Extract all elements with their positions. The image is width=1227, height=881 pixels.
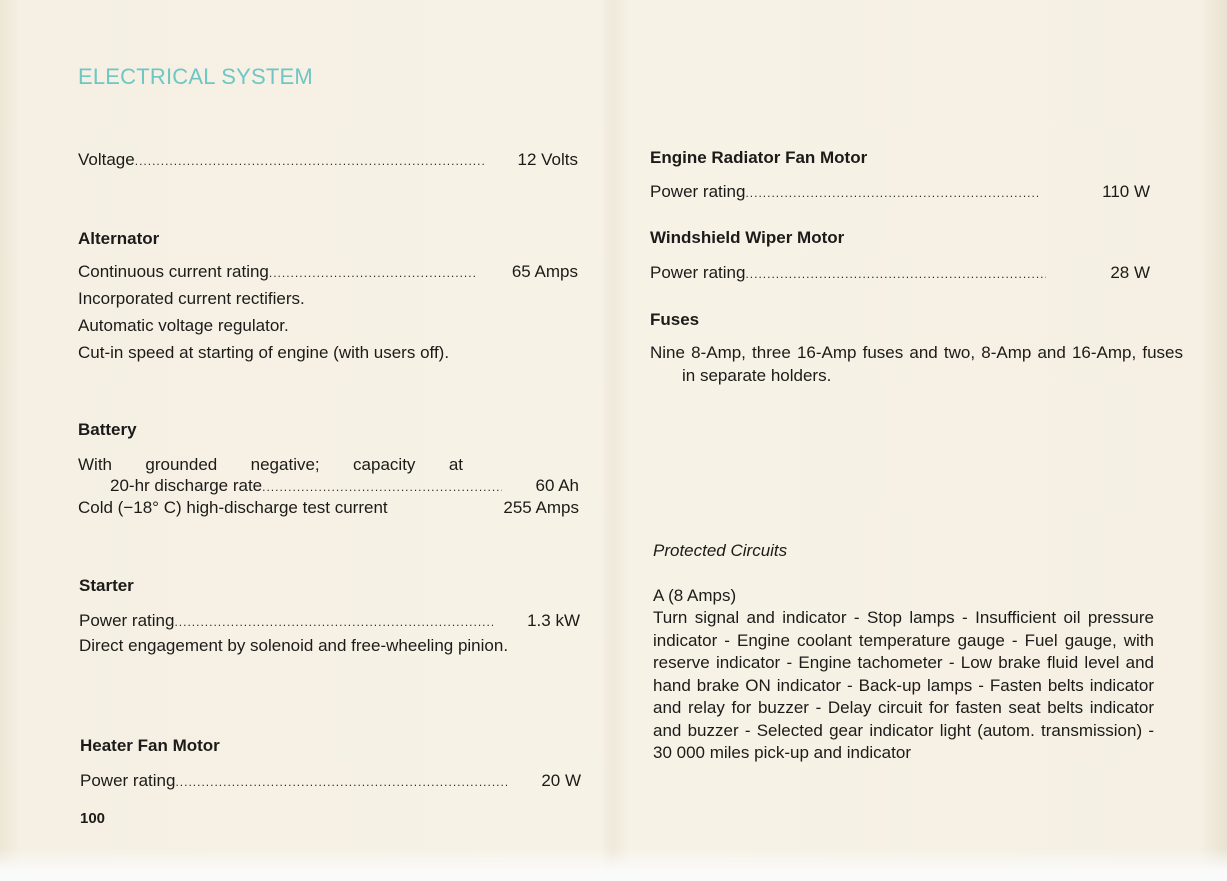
heater-heading: Heater Fan Motor: [80, 736, 220, 755]
heater-power-spec: [80, 771, 581, 791]
leader-dots: [174, 615, 493, 629]
battery-cold-label: Cold (−18° C) high-discharge test current: [78, 498, 388, 517]
voltage-value: 12 Volts: [517, 150, 578, 169]
radiator-fan-power-spec: [650, 182, 1150, 202]
leader-dots: [745, 267, 1046, 281]
leader-dots: [262, 480, 501, 494]
voltage-label: Voltage: [78, 150, 135, 169]
battery-cold-value: 255 Amps: [503, 498, 579, 517]
battery-capacity-line: With grounded negative; capacity at: [78, 455, 463, 474]
starter-power-value: 1.3 kW: [527, 611, 580, 630]
radiator-fan-power-value: 110 W: [1102, 182, 1150, 201]
starter-power-label: Power rating: [79, 611, 175, 630]
wiper-power-value: 28 W: [1110, 263, 1150, 282]
alternator-continuous-spec: [78, 262, 578, 282]
page-title: ELECTRICAL SYSTEM: [78, 64, 313, 89]
alternator-line: Incorporated current rectifiers.: [78, 289, 305, 308]
radiator-fan-heading: Engine Radiator Fan Motor: [650, 148, 868, 167]
voltage-spec: [78, 150, 578, 170]
leader-dots: [135, 154, 484, 168]
protected-circuits-heading: Protected Circuits: [653, 541, 788, 560]
battery-capacity-spec: [110, 476, 579, 496]
battery-cold-spec: [78, 498, 579, 518]
leader-dots: [269, 266, 478, 280]
page-number: 100: [80, 810, 106, 827]
page-edge: [0, 848, 1227, 881]
starter-note: Direct engagement by solenoid and free-wheeling pinion.: [79, 636, 509, 655]
starter-power-spec: [79, 611, 580, 631]
fuses-heading: Fuses: [650, 310, 700, 329]
fuses-text: Nine 8-Amp, three 16-Amp fuses and two, 8-Amp and 16-Amp, fuses in separate holders.: [650, 343, 1183, 385]
protected-circuits-text: Turn signal and indicator - Stop lamps - Insufficient oil pressure indicator - Engine coolant temperature gauge - Fuel gauge, with reserve indicator - Engine tachometer - Low brake fluid level and hand brake ON indicator - Back-up lamps - Fasten belts indicator and relay for buzzer - Delay circuit for fasten seat belts indicator and buzzer - Selected gear indicator light (autom. transmission) - 30 000 miles pick-up and indicator: [653, 608, 1154, 762]
alternator-heading: Alternator: [78, 229, 160, 248]
radiator-fan-power-label: Power rating: [650, 182, 746, 201]
leader-dots: [175, 775, 507, 789]
wiper-power-label: Power rating: [650, 263, 746, 282]
alternator-continuous-value: 65 Amps: [511, 262, 578, 281]
protected-circuits-group: A (8 Amps): [653, 586, 737, 605]
heater-power-label: Power rating: [80, 771, 176, 790]
leader-dots: [745, 186, 1038, 200]
battery-capacity-value: 60 Ah: [535, 476, 579, 495]
wiper-heading: Windshield Wiper Motor: [650, 228, 845, 247]
battery-capacity-label: 20-hr discharge rate: [110, 476, 263, 495]
starter-heading: Starter: [79, 576, 134, 595]
alternator-continuous-label: Continuous current rating: [78, 262, 269, 281]
heater-power-value: 20 W: [541, 771, 581, 790]
wiper-power-spec: [650, 263, 1150, 283]
battery-heading: Battery: [78, 420, 137, 439]
alternator-line: Automatic voltage regulator.: [78, 316, 289, 335]
alternator-line: Cut-in speed at starting of engine (with users off).: [78, 343, 450, 362]
